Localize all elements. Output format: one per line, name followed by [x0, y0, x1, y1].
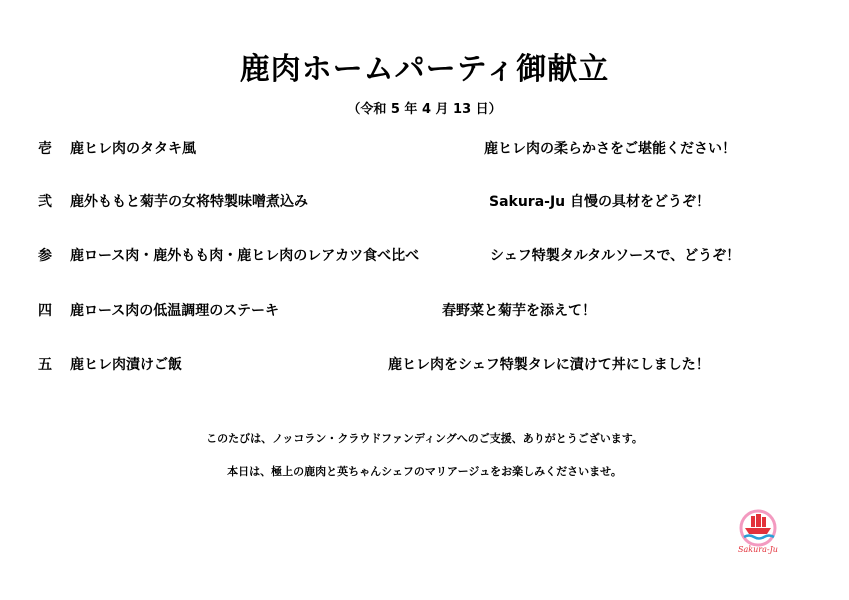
course-number: 四 — [38, 303, 52, 319]
course-note: 鹿ヒレ肉をシェフ特製タレに漬けて丼にしました！ — [388, 357, 710, 373]
course-row — [0, 300, 849, 322]
enjoy-message: 本日は、極上の鹿肉と英ちゃんシェフのマリアージュをお楽しみくださいませ。 — [227, 465, 622, 478]
course-row — [0, 354, 849, 376]
course-number: 弐 — [38, 194, 52, 210]
course-note: シェフ特製タルタルソースで、どうぞ！ — [490, 248, 741, 264]
course-note: Sakura-Ju 自慢の具材をどうぞ！ — [489, 194, 711, 210]
course-number: 参 — [38, 248, 52, 264]
menu-date: （令和 5 年 4 月 13 日） — [347, 102, 502, 117]
course-dish: 鹿ロース肉の低温調理のステーキ — [70, 303, 280, 319]
thank-you-message: このたびは、ノッコラン・クラウドファンディングへのご支援、ありがとうございます。 — [206, 432, 643, 445]
course-number: 壱 — [38, 141, 52, 157]
course-dish: 鹿外ももと菊芋の女将特製味噌煮込み — [70, 194, 308, 210]
course-note: 春野菜と菊芋を添えて！ — [442, 303, 596, 319]
course-row — [0, 245, 849, 267]
course-row — [0, 138, 849, 160]
course-dish: 鹿ヒレ肉漬けご飯 — [70, 357, 182, 373]
course-number: 五 — [38, 357, 52, 373]
svg-text:Sakura-Ju: Sakura-Ju — [738, 545, 778, 554]
menu-title: 鹿肉ホームパーティ御献立 — [239, 52, 610, 87]
sakura-ju-logo — [734, 506, 782, 554]
course-row — [0, 191, 849, 213]
course-dish: 鹿ロース肉・鹿外もも肉・鹿ヒレ肉のレアカツ食べ比べ — [70, 248, 420, 264]
course-dish: 鹿ヒレ肉のタタキ風 — [70, 141, 196, 157]
course-note: 鹿ヒレ肉の柔らかさをご堪能ください！ — [484, 141, 736, 157]
